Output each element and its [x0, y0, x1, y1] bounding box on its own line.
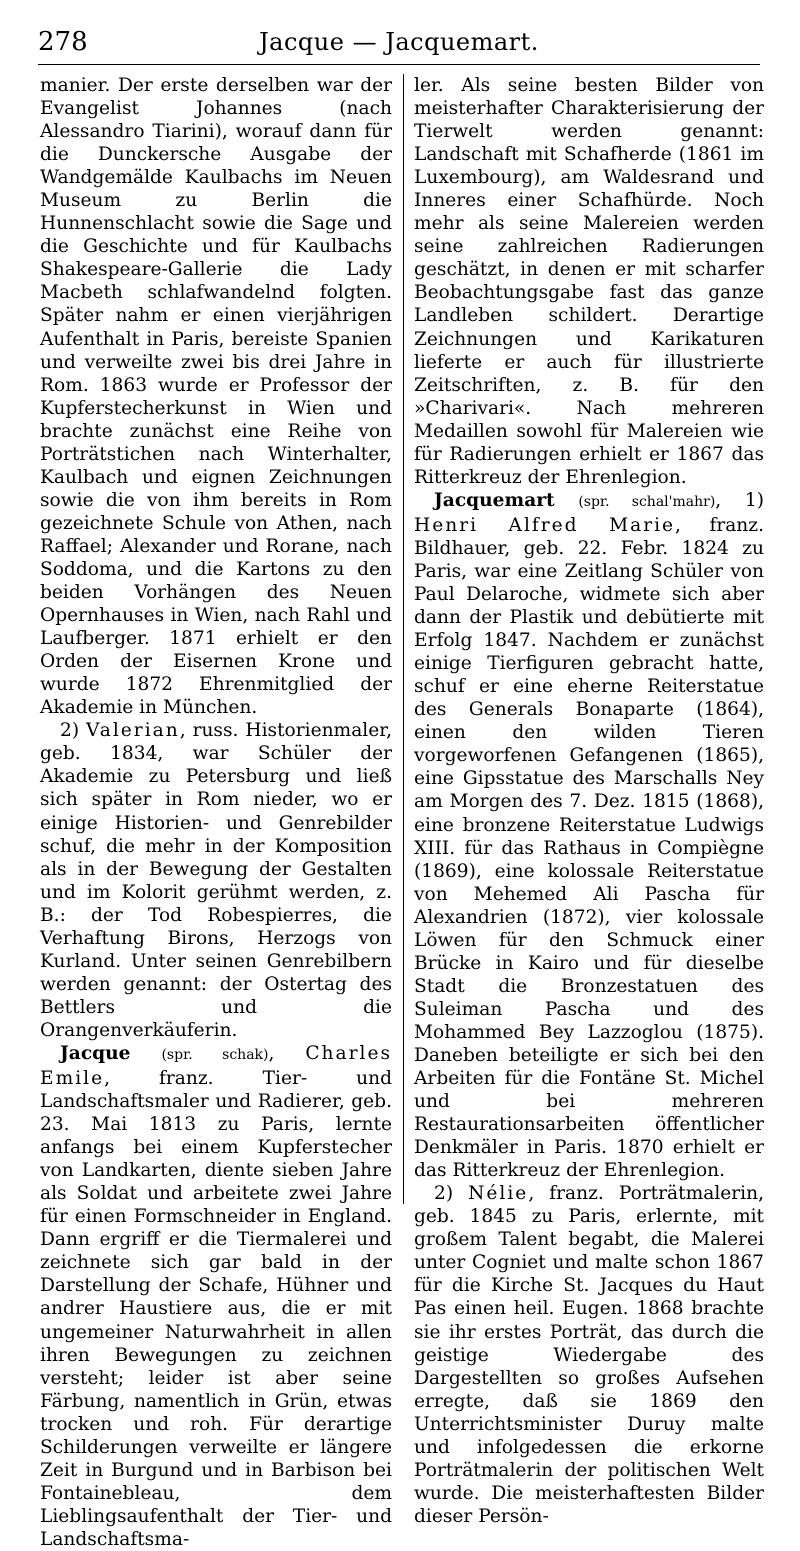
page-number: 278	[38, 27, 88, 57]
entry-number: , 1)	[715, 489, 764, 511]
entry-continuation	[414, 74, 764, 489]
right-column	[414, 74, 764, 1527]
entry-text: , franz. Tier- und Landschaftsmaler und Radierer, geb. 23. Mai 1813 zu Paris, lernte anfangs bei einem Kupferstecher von Landkarten, diente sieben Jahre als Soldat und arbeitete zwei Jahre für einen Formschneider in England. Dann ergriff er die Tiermalerei und zeichnete sich gar bald in der Darstellung der Schafe, Hühner und andrer Haustiere aus, die er mit ungemeiner Naturwahrheit in allen ihren Bewegungen zu zeichnen versteht; leider ist aber seine Färbung, namentlich in Grün, etwas trocken und roh. Für derartige Schilderungen verweilte er längere Zeit in Burgund und in Barbison bei Fontainebleau, dem Lieblingsaufenthalt der Tier- und Landschaftsma-	[40, 1068, 392, 1550]
entry-text: ler. Als seine besten Bilder von meisterhafter Charakterisierung der Tierwelt werden genannt: Landschaft mit Schafherde (1861 im Luxembourg), am Waldesrand und Inneres einer Schafhürde. Noch mehr als seine Malereien werden seine zahlreichen Radierungen geschätzt, in denen er mit scharfer Beobachtungsgabe fast das ganze Landleben schildert. Derartige Zeichnungen und Karikaturen lieferte er auch für illustrierte Zeitschriften, z. B. für den »Charivari«. Nach mehreren Medaillen sowohl für Malereien wie für Radierungen erhielt er 1867 das Ritterkreuz der Ehrenlegion.	[414, 75, 764, 488]
entry-jacque: Jacque (spr. schak), Charles Emile, franz. Tier- und Landschaftsmaler und Radierer, geb. 23. Mai 1813 zu Paris, lernte anfangs bei einem Kupferstecher von Landkarten, diente sieben Jahre als Soldat und arbeitete zwei Jahre für einen Formschneider in England. Dann ergriff er die Tiermalerei und zeichnete sich gar bald in der Darstellung der Schafe, Hühner und andrer Haustiere aus, die er mit ungemeiner Naturwahrheit in allen ihren Bewegungen zu zeichnen versteht; leider ist aber seine Färbung, namentlich in Grün, etwas trocken und roh. Für derartige Schilderungen verweilte er längere Zeit in Burgund und in Barbison bei Fontainebleau, dem Lieblingsaufenthalt der Tier- und Landschaftsma-	[40, 1042, 392, 1550]
column-divider	[403, 74, 404, 1204]
entry-name: Charles Emile	[40, 1042, 392, 1090]
entry-text: , franz. Bildhauer, geb. 22. Febr. 1824 zu Paris, war eine Zeitlang Schüler von Paul Delaroche, widmete sich aber dann der Plastik und debütierte mit Erfolg 1847. Nachdem er zunächst einige Tierfiguren gebracht hatte, schuf er eine eherne Reiterstatue des Generals Bonaparte (1864), einen den wilden Tieren vorgeworfenen Gefangenen (1865), eine Gipsstatue des Marschalls Ney am Morgen des 7. Dez. 1815 (1868), eine bronzene Reiterstatue Ludwigs XIII. für das Rathaus in Compiègne (1869), eine kolossale Reiterstatue von Mehemed Ali Pascha für Alexandrien (1872), vier kolossale Löwen für den Schmuck einer Brücke in Kairo und für dieselbe Stadt die Bronzestatuen des Suleiman Pascha und des Mohammed Bey Lazzoglou (1875). Daneben beteiligte er sich bei den Arbeiten für die Fontäne St. Michel und bei mehreren Restaurationsarbeiten öffentlicher Denkmäler in Paris. 1870 erhielt er das Ritterkreuz der Ehrenlegion.	[414, 514, 764, 1182]
page-header	[38, 24, 760, 65]
entry-headword: Jacque	[60, 1042, 131, 1064]
running-head: Jacque — Jacquemart.	[259, 28, 539, 56]
entry-number: 2)	[434, 1183, 454, 1205]
entry-name: Nélie	[468, 1183, 529, 1205]
entry-name: Henri Alfred Marie	[414, 514, 676, 536]
entry-continuation	[40, 74, 392, 719]
entry-jacquemart	[414, 489, 764, 1182]
entry-headword: Jacquemart	[434, 489, 555, 511]
entry-text: manier. Der erste derselben war der Evangelist Johannes (nach Alessandro Tiarini), worauf dann für die Dunckersche Ausgabe der Wandgemälde Kaulbachs im Neuen Museum zu Berlin die Hunnenschlacht sowie die Sage und die Geschichte und für Kaulbachs Shakespeare-Gallerie die Lady Macbeth schlafwandelnd folgten. Später nahm er einen vierjährigen Aufenthalt in Paris, bereiste Spanien und verweilte zwei bis drei Jahre in Rom. 1863 wurde er Professor der Kupferstecherkunst in Wien und brachte zunächst eine Reihe von Porträtstichen nach Winterhalter, Kaulbach und eignen Zeichnungen sowie die von ihm bereits in Rom gezeichnete Schule von Athen, nach Raffael; Alexander und Rorane, nach Soddoma, und die Kartons zu den beiden Vorhängen des Neuen Opernhauses in Wien, nach Rahl und Laufberger. 1871 erhielt er den Orden der Eisernen Krone und wurde 1872 Ehrenmitglied der Akademie in München.	[40, 75, 392, 719]
entry-number: 2)	[60, 720, 80, 742]
left-column	[40, 74, 392, 1550]
entry-valerian	[40, 719, 392, 1042]
pronunciation: (spr. schak)	[161, 1046, 269, 1063]
pronunciation: (spr. schal'mahr)	[578, 493, 716, 510]
entry-name: Valerian	[86, 720, 180, 742]
entry-nelie	[414, 1182, 764, 1528]
entry-text: , franz. Porträtmalerin, geb. 1845 zu Paris, erlernte, mit großem Talent begabt, die Malerei unter Cogniet und malte schon 1867 für die Kirche St. Jacques du Haut Pas einen heil. Eugen. 1868 brachte sie ihr erstes Porträt, das durch die geistige Wiedergabe des Dargestellten so großes Aufsehen erregte, daß sie 1869 den Unterrichtsminister Duruy malte und infolgedessen die erkorne Porträtmalerin der politischen Welt wurde. Die meisterhaftesten Bilder dieser Persön-	[414, 1183, 764, 1527]
entry-text: , russ. Historienmaler, geb. 1834, war Schüler der Akademie zu Petersburg und ließ sich später in Rom nieder, wo er einige Historien- und Genrebilder schuf, die mehr in der Komposition als in der Bewegung der Gestalten und im Kolorit gerühmt werden, z. B.: der Tod Robespierres, die Verhaftung Birons, Herzogs von Kurland. Unter seinen Genrebilbern werden genannt: der Ostertag des Bettlers und die Orangenverkäuferin.	[40, 720, 392, 1041]
